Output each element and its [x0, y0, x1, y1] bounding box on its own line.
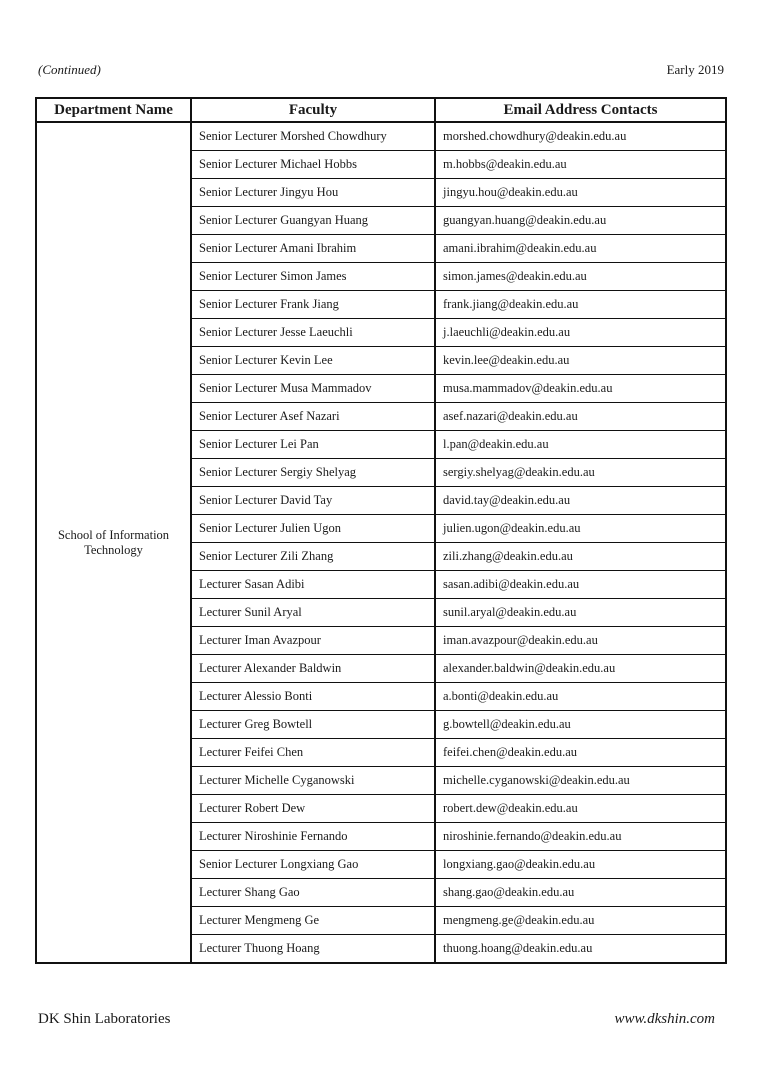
faculty-cell: Lecturer Alessio Bonti: [191, 683, 435, 711]
email-cell: musa.mammadov@deakin.edu.au: [435, 375, 726, 403]
faculty-cell: Senior Lecturer David Tay: [191, 487, 435, 515]
email-cell: zili.zhang@deakin.edu.au: [435, 543, 726, 571]
email-cell: iman.avazpour@deakin.edu.au: [435, 627, 726, 655]
email-cell: a.bonti@deakin.edu.au: [435, 683, 726, 711]
email-cell: sunil.aryal@deakin.edu.au: [435, 599, 726, 627]
faculty-cell: Senior Lecturer Simon James: [191, 263, 435, 291]
publisher-name: DK Shin Laboratories: [38, 1011, 171, 1027]
publisher-website: www.dkshin.com: [614, 1011, 715, 1027]
faculty-cell: Lecturer Greg Bowtell: [191, 711, 435, 739]
contacts-table: [35, 97, 727, 964]
faculty-cell: Lecturer Sunil Aryal: [191, 599, 435, 627]
email-cell: frank.jiang@deakin.edu.au: [435, 291, 726, 319]
column-header-department: Department Name: [36, 98, 191, 122]
email-cell: niroshinie.fernando@deakin.edu.au: [435, 823, 726, 851]
faculty-cell: Senior Lecturer Lei Pan: [191, 431, 435, 459]
faculty-cell: Senior Lecturer Guangyan Huang: [191, 207, 435, 235]
email-cell: thuong.hoang@deakin.edu.au: [435, 935, 726, 964]
email-cell: shang.gao@deakin.edu.au: [435, 879, 726, 907]
faculty-cell: Senior Lecturer Jingyu Hou: [191, 179, 435, 207]
faculty-cell: Lecturer Shang Gao: [191, 879, 435, 907]
email-cell: asef.nazari@deakin.edu.au: [435, 403, 726, 431]
table-row: [36, 122, 726, 151]
faculty-cell: Lecturer Alexander Baldwin: [191, 655, 435, 683]
email-cell: simon.james@deakin.edu.au: [435, 263, 726, 291]
faculty-cell: Senior Lecturer Asef Nazari: [191, 403, 435, 431]
email-cell: feifei.chen@deakin.edu.au: [435, 739, 726, 767]
email-cell: morshed.chowdhury@deakin.edu.au: [435, 122, 726, 151]
email-cell: g.bowtell@deakin.edu.au: [435, 711, 726, 739]
faculty-cell: Lecturer Iman Avazpour: [191, 627, 435, 655]
faculty-cell: Senior Lecturer Longxiang Gao: [191, 851, 435, 879]
faculty-cell: Senior Lecturer Musa Mammadov: [191, 375, 435, 403]
email-cell: l.pan@deakin.edu.au: [435, 431, 726, 459]
faculty-cell: Lecturer Sasan Adibi: [191, 571, 435, 599]
email-cell: michelle.cyganowski@deakin.edu.au: [435, 767, 726, 795]
email-cell: m.hobbs@deakin.edu.au: [435, 151, 726, 179]
faculty-cell: Lecturer Thuong Hoang: [191, 935, 435, 964]
faculty-cell: Senior Lecturer Julien Ugon: [191, 515, 435, 543]
email-cell: sasan.adibi@deakin.edu.au: [435, 571, 726, 599]
faculty-cell: Senior Lecturer Michael Hobbs: [191, 151, 435, 179]
email-cell: amani.ibrahim@deakin.edu.au: [435, 235, 726, 263]
faculty-cell: Senior Lecturer Morshed Chowdhury: [191, 122, 435, 151]
column-header-email: Email Address Contacts: [435, 98, 726, 122]
faculty-cell: Senior Lecturer Sergiy Shelyag: [191, 459, 435, 487]
table-body: [36, 122, 726, 963]
faculty-cell: Senior Lecturer Amani Ibrahim: [191, 235, 435, 263]
email-cell: kevin.lee@deakin.edu.au: [435, 347, 726, 375]
faculty-cell: Senior Lecturer Frank Jiang: [191, 291, 435, 319]
email-cell: alexander.baldwin@deakin.edu.au: [435, 655, 726, 683]
email-cell: mengmeng.ge@deakin.edu.au: [435, 907, 726, 935]
email-cell: j.laeuchli@deakin.edu.au: [435, 319, 726, 347]
faculty-cell: Senior Lecturer Zili Zhang: [191, 543, 435, 571]
email-cell: jingyu.hou@deakin.edu.au: [435, 179, 726, 207]
email-cell: david.tay@deakin.edu.au: [435, 487, 726, 515]
email-cell: sergiy.shelyag@deakin.edu.au: [435, 459, 726, 487]
faculty-cell: Senior Lecturer Kevin Lee: [191, 347, 435, 375]
continued-note: (Continued): [38, 62, 101, 77]
faculty-cell: Senior Lecturer Jesse Laeuchli: [191, 319, 435, 347]
email-cell: julien.ugon@deakin.edu.au: [435, 515, 726, 543]
faculty-cell: Lecturer Niroshinie Fernando: [191, 823, 435, 851]
email-cell: guangyan.huang@deakin.edu.au: [435, 207, 726, 235]
faculty-cell: Lecturer Robert Dew: [191, 795, 435, 823]
faculty-cell: Lecturer Mengmeng Ge: [191, 907, 435, 935]
email-cell: robert.dew@deakin.edu.au: [435, 795, 726, 823]
column-header-faculty: Faculty: [191, 98, 435, 122]
faculty-cell: Lecturer Feifei Chen: [191, 739, 435, 767]
faculty-cell: Lecturer Michelle Cyganowski: [191, 767, 435, 795]
email-cell: longxiang.gao@deakin.edu.au: [435, 851, 726, 879]
department-name-cell: School of Information Technology: [36, 122, 191, 963]
table-header-row: [36, 98, 726, 122]
edition-label: Early 2019: [666, 62, 724, 77]
